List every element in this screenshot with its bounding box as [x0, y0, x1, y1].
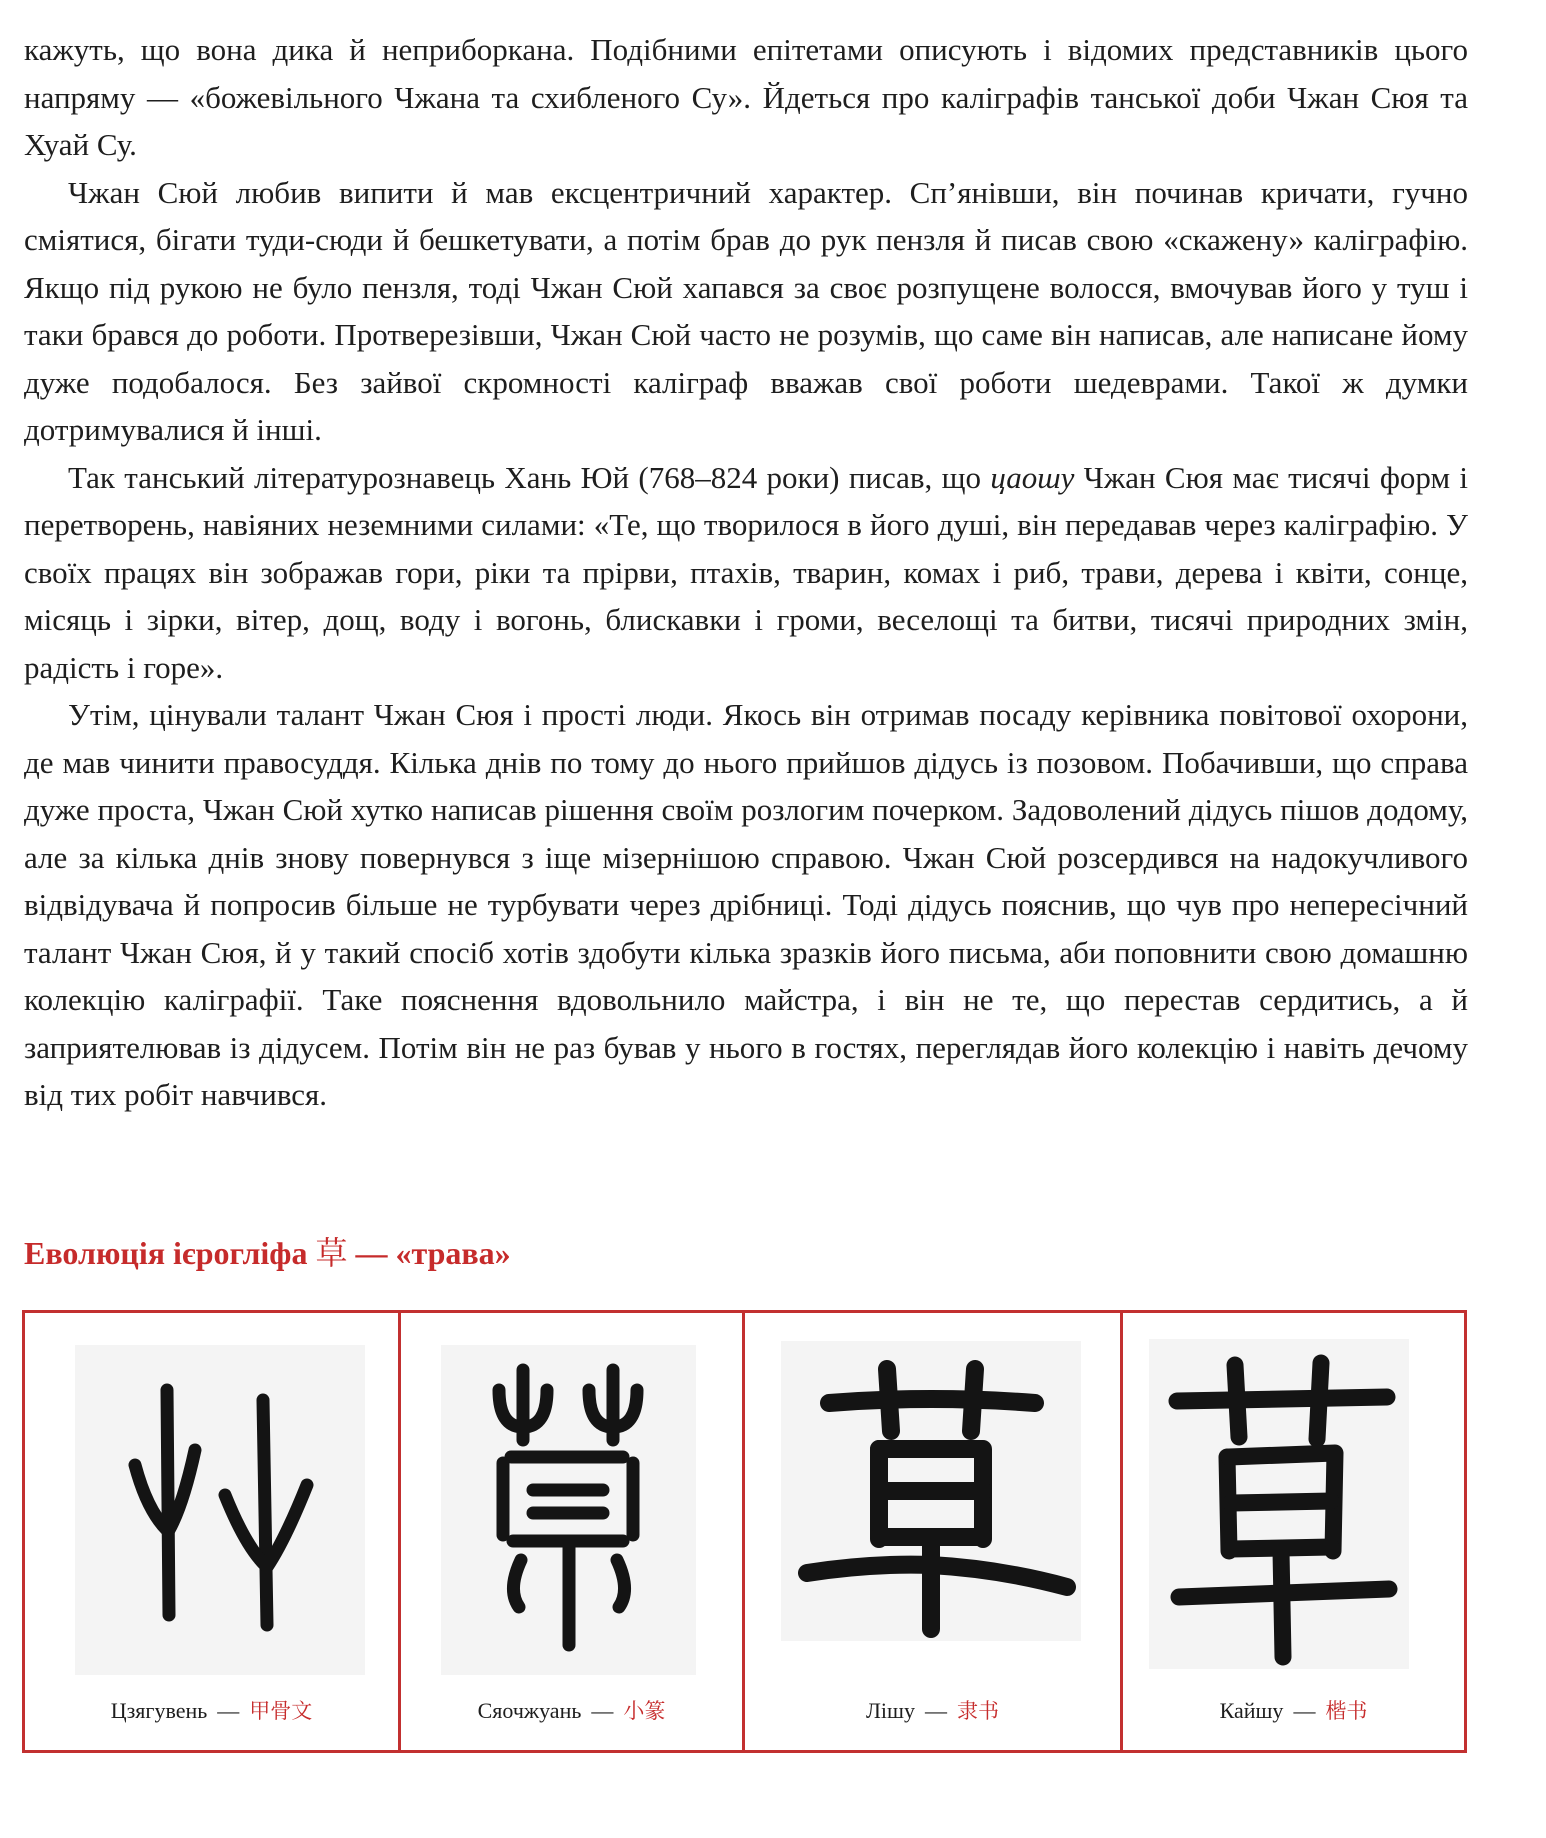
evolution-cell-clerical	[745, 1313, 1123, 1750]
caption-dash: —	[591, 1698, 614, 1723]
character-evolution-table	[22, 1310, 1467, 1753]
section-title-text: — «трава»	[347, 1235, 511, 1271]
script-hanzi: 隶书	[956, 1699, 999, 1723]
script-hanzi: 小篆	[623, 1699, 666, 1723]
caption-dash: —	[924, 1698, 947, 1723]
paragraph: Утім, цінували талант Чжан Сюя і прості люди. Якось він отримав посаду керівника повітової охорони, де мав чинити правосуддя. Кілька днів по тому до нього прийшов дідусь із позовом. Побачивши, що справа дуже проста, Чжан Сюй хутко написав рішення своїм розлогим почерком. Задоволений дідусь пішов додому, але за кілька днів знову повернувся з іще мізернішою справою. Чжан Сюй розсердився на надокучливого відвідувача й попросив більше не турбувати через дрібниці. Тоді дідусь пояснив, що чув про непересічний талант Чжан Сюя, й у такий спосіб хотів здобути кілька зразків його письма, аби поповнити свою домашню колекцію каліграфії. Таке пояснення вдовольнило майстра, і він не те, що перестав сердитись, а й заприятелював із дідусем. Потім він не раз бував у нього в гостях, переглядав його колекцію і навіть дечому від тих робіт навчився.	[24, 697, 1468, 1112]
small-seal-grass-glyph-icon	[441, 1345, 696, 1675]
paragraph: кажуть, що вона дика й неприборкана. Подібними епітетами описують і відомих представників цього напряму — «божевільного Чжана та схибленого Су». Йдеться про каліграфів танської доби Чжан Сюя та Хуай Су.	[24, 32, 1468, 162]
script-caption	[401, 1695, 742, 1725]
clerical-grass-glyph-icon	[781, 1341, 1081, 1641]
evolution-cell-small-seal	[401, 1313, 745, 1750]
paragraph: Чжан Сюй любив випити й мав ексцентричний характер. Сп’янівши, він починав кричати, гучно сміятися, бігати туди-сюди й бешкетувати, а потім брав до рук пензля й писав свою «скажену» каліграфію. Якщо під рукою не було пензля, тоді Чжан Сюй хапався за своє розпущене волосся, вмочував його у туш і таки брався до роботи. Протверезівши, Чжан Сюй часто не розумів, що саме він написав, але написане йому дуже подобалося. Без зайвої скромності каліграф вважав свої роботи шедеврами. Такої ж думки дотримувалися й інші.	[24, 174, 1468, 447]
caption-dash: —	[217, 1698, 240, 1723]
paragraph-text: Чжан Сюя має тисячі форм і перетворень, навіяних неземними силами: «Те, що творилося в його душі, він передавав через каліграфію. У своїх працях він зображав гори, ріки та прірви, птахів, тварин, комах і риб, трави, дерева і квіти, сонце, місяць і зірки, вітер, дощ, воду і вогонь, блискавки і громи, веселощі та битви, тисячі природних змін, радість і горе».	[24, 459, 1468, 685]
evolution-cell-oracle-bone	[25, 1313, 401, 1750]
paragraph-text: Так танський літературознавець Хань Юй (768–824 роки) писав, що	[68, 459, 991, 495]
script-name: Сяочжуань	[477, 1698, 582, 1723]
script-name: Кайшу	[1219, 1698, 1284, 1723]
regular-grass-glyph-icon	[1149, 1339, 1409, 1669]
script-name: Цзягувень	[110, 1698, 208, 1723]
italic-term: цаошу	[990, 459, 1075, 495]
section-title-text: Еволюція ієрогліфа	[24, 1235, 316, 1271]
script-caption	[25, 1695, 398, 1725]
body-text	[24, 26, 1468, 1119]
oracle-bone-grass-glyph-icon	[75, 1345, 365, 1675]
script-name: Лішу	[866, 1698, 915, 1723]
section-title	[24, 1228, 511, 1274]
script-caption	[1123, 1695, 1464, 1725]
script-hanzi: 甲骨文	[249, 1699, 313, 1723]
section-title-hanzi: 草	[315, 1234, 348, 1272]
caption-dash: —	[1293, 1698, 1316, 1723]
evolution-cell-regular	[1123, 1313, 1464, 1750]
paragraph	[24, 454, 1468, 692]
script-caption	[745, 1695, 1120, 1725]
script-hanzi: 楷书	[1325, 1699, 1368, 1723]
